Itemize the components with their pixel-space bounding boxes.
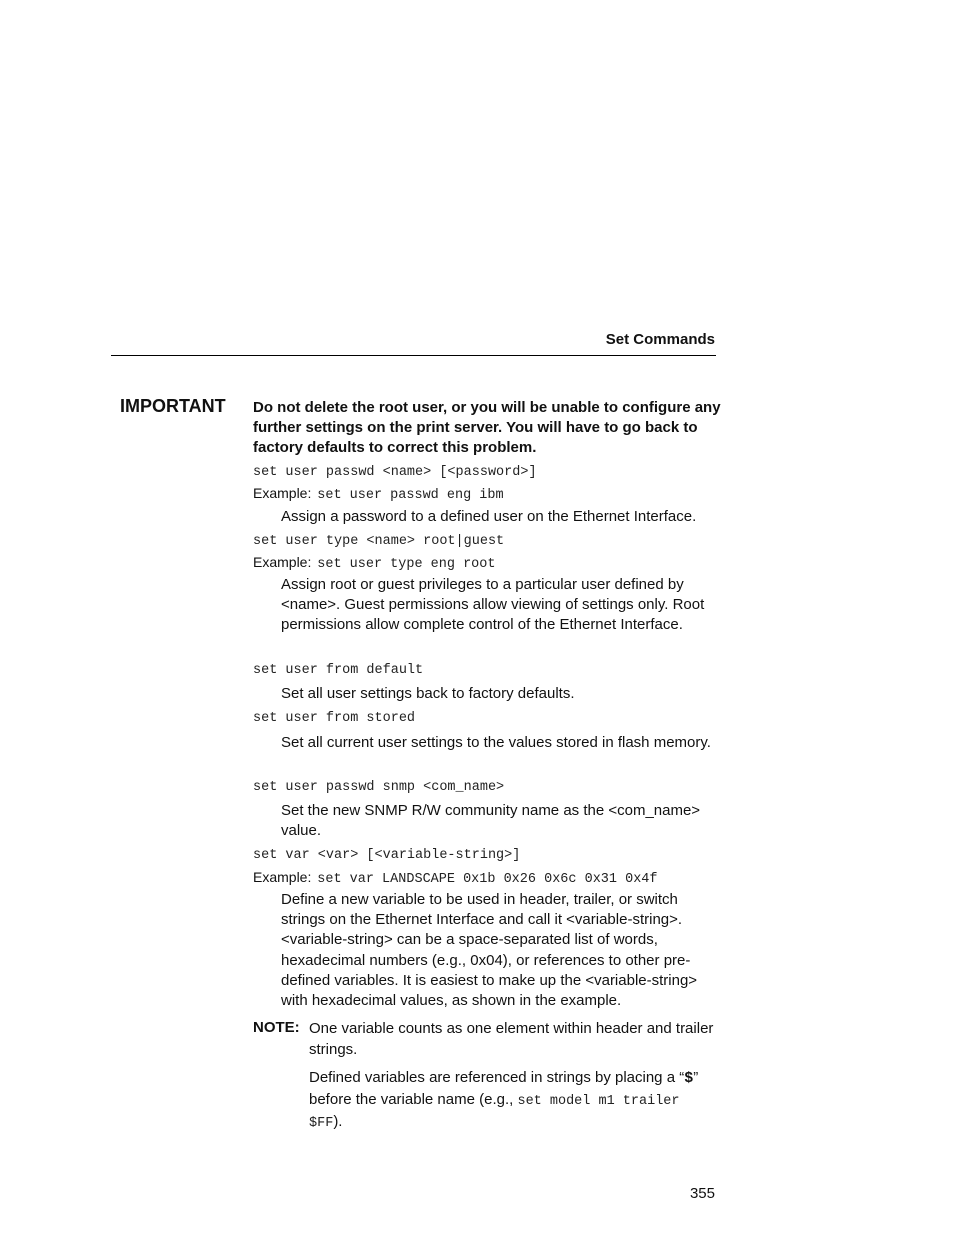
note-paragraph: One variable counts as one element within header and trailer strings. (309, 1020, 714, 1058)
command-description: Set the new SNMP R/W community name as the <com_name> value. (281, 802, 701, 840)
command-description: Define a new variable to be used in header, trailer, or switch strings on the Ethernet Interface and call it <variable-string>. <variable-string> can be a space-separated list of words, hexadecimal numbers (e.g., 0x04), or references to other pre-defined variables. It is easiest to make up the <variable-string> with hexadecimal values, as shown in the example. (281, 891, 698, 1010)
example-code: set user passwd eng ibm (317, 488, 504, 503)
example-label: Example: (253, 869, 312, 885)
note-code: set model m1 trailer $FF (309, 1093, 680, 1131)
important-text: Do not delete the root user, or you will be unable to configure any further settings on the print server. You will have to go back to factory defaults to correct this problem. (253, 399, 721, 456)
example-code: set user type eng root (317, 557, 496, 572)
command-description: Assign a password to a defined user on the Ethernet Interface. (281, 508, 697, 525)
page-number: 355 (689, 1185, 715, 1202)
command-syntax: set user passwd snmp <com_name> (253, 780, 505, 795)
command-description: Set all current user settings to the values stored in flash memory. (281, 734, 711, 751)
example-line (253, 869, 658, 887)
note-paragraph (309, 1068, 719, 1135)
command-syntax: set user from default (253, 663, 424, 678)
example-label: Example: (253, 485, 312, 501)
command-description: Assign root or guest privileges to a particular user defined by <name>. Guest permissions allow viewing of settings only. Root permissions allow complete control of the Ethernet Interface. (281, 576, 705, 634)
example-code: set var LANDSCAPE 0x1b 0x26 0x6c 0x31 0x4f (317, 872, 658, 887)
note-text: Defined variables are referenced in strings by placing a “ (309, 1069, 685, 1086)
command-syntax: set user passwd <name> [<password>] (253, 465, 537, 480)
command-syntax: set var <var> [<variable-string>] (253, 848, 521, 863)
command-syntax: set user from stored (253, 711, 416, 726)
command-syntax: set user type <name> root|guest (253, 534, 505, 549)
important-label: IMPORTANT (120, 396, 226, 416)
note-label: NOTE: (253, 1019, 300, 1036)
command-description: Set all user settings back to factory defaults. (281, 685, 575, 702)
header-rule (111, 355, 716, 356)
note-text: ” before the variable name (e.g., (309, 1069, 699, 1108)
running-header: Set Commands (605, 331, 715, 348)
note-text: ). (333, 1113, 343, 1130)
example-line (253, 554, 495, 572)
dollar-symbol: $ (684, 1070, 694, 1087)
example-line (253, 485, 504, 503)
example-label: Example: (253, 554, 312, 570)
